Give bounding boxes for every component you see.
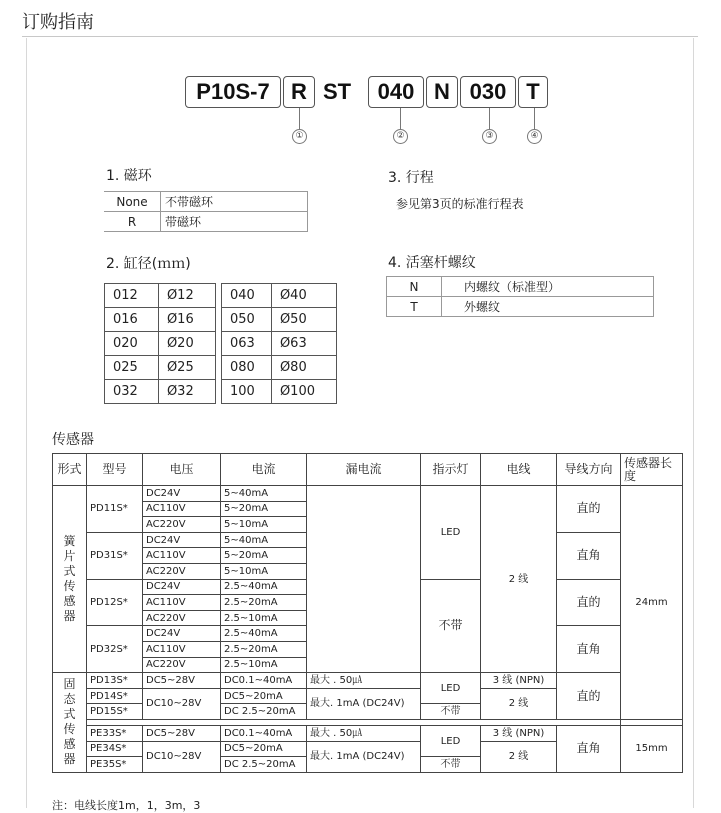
wire-3: 3 线 (NPN) [481,673,557,689]
leader-line-4 [534,108,535,129]
length-24: 24mm [621,486,683,720]
table-row [104,212,308,232]
magnet-code: R [104,212,161,232]
leakage-cell: 最大. 1mA (DC24V) [307,688,421,719]
model-cell: PE33S* [87,725,143,741]
model-cell: PD14S* [87,688,143,704]
current-cell: 2.5~20mA [221,641,307,657]
table-row [105,356,216,380]
voltage-cell: DC5~28V [143,673,221,689]
voltage-cell: DC24V [143,626,221,642]
table-row [387,277,654,297]
table-row [222,380,337,404]
header-leakage: 漏电流 [307,454,421,486]
voltage-cell: DC10~28V [143,741,221,772]
code-st-text: ST [323,79,352,104]
table-row [105,284,216,308]
current-cell: 2.5~10mA [221,657,307,673]
direction-angle: 直角 [557,626,621,673]
solid-type-label: 固态式传感器 [53,673,87,773]
current-cell: 2.5~40mA [221,626,307,642]
code-magnet-box: R [283,76,315,108]
voltage-cell: AC110V [143,548,221,564]
current-cell: 2.5~20mA [221,595,307,611]
table-row [53,725,683,741]
stroke-text: 参见第3页的标准行程表 [396,197,524,211]
header-current: 电流 [221,454,307,486]
table-row [222,308,337,332]
leakage-empty [307,486,421,673]
header-direction: 导线方向 [557,454,621,486]
indicator-led: LED [421,486,481,580]
voltage-cell: DC10~28V [143,688,221,719]
current-cell: DC5~20mA [221,741,307,757]
direction-angle: 直角 [557,725,621,772]
leakage-cell: 最大. 1mA (DC24V) [307,741,421,772]
current-cell: 5~40mA [221,486,307,502]
thread-desc: 外螺纹 [442,297,654,317]
bore-code: 050 [222,308,272,332]
direction-angle: 直角 [557,532,621,579]
magnet-desc: 不带磁环 [161,192,308,212]
bore-code: 020 [105,332,159,356]
current-cell: DC 2.5~20mA [221,757,307,773]
code-stroke-box: 030 [460,76,516,108]
model-cell: PD31S* [87,532,143,579]
model-cell: PD11S* [87,486,143,533]
bore-code: 032 [105,380,159,404]
footnote: 注：电线长度1m，1，3m，3 [52,799,201,812]
leader-line-1 [299,108,300,129]
header-length: 传感器长度 [621,454,683,486]
bore-heading: 2. 缸径(ｍｍ) [106,256,191,272]
table-row [105,332,216,356]
thread-code: N [387,277,442,297]
leader-line-3 [489,108,490,129]
bore-value: Ø20 [158,332,215,356]
indicator-led: LED [421,725,481,756]
table-row [53,486,683,502]
table-row [104,192,308,212]
header-form: 形式 [53,454,87,486]
thread-heading: 4. 活塞杆螺纹 [388,255,476,271]
bore-code: 016 [105,308,159,332]
current-cell: 2.5~10mA [221,610,307,626]
bore-value: Ø12 [158,284,215,308]
thread-code: T [387,297,442,317]
current-cell: DC0.1~40mA [221,725,307,741]
header-voltage: 电压 [143,454,221,486]
bore-code: 080 [222,356,272,380]
wire-3: 3 线 (NPN) [481,725,557,741]
reed-type-label: 簧片式传感器 [53,486,87,673]
table-row [222,356,337,380]
table-row [53,673,683,689]
page-title: 订购指南 [22,12,94,33]
current-cell: DC0.1~40mA [221,673,307,689]
indicator-led: LED [421,673,481,704]
sensor-table [52,453,683,773]
current-cell: 2.5~40mA [221,579,307,595]
code-thread-box: N [426,76,458,108]
voltage-cell: DC5~28V [143,725,221,741]
voltage-cell: AC220V [143,517,221,533]
length-15: 15mm [621,725,683,772]
voltage-cell: AC220V [143,563,221,579]
leakage-cell: 最大 . 50㎂ [307,725,421,741]
leader-line-2 [400,108,401,129]
current-cell: 5~20mA [221,501,307,517]
current-cell: DC 2.5~20mA [221,704,307,720]
bore-value: Ø25 [158,356,215,380]
table-row [387,297,654,317]
direction-straight: 直的 [557,673,621,720]
stroke-heading: 3. 行程 [388,170,434,186]
table-row [105,308,216,332]
voltage-cell: DC24V [143,579,221,595]
sensor-heading: 传感器 [52,432,94,448]
leakage-cell: 最大 . 50㎂ [307,673,421,689]
wire-2: 2 线 [481,741,557,772]
current-cell: 5~10mA [221,517,307,533]
magnet-heading: 1. 磁环 [106,168,152,184]
header-model: 型号 [87,454,143,486]
table-row [222,332,337,356]
indicator-none: 不带 [421,579,481,673]
code-sensor-box: T [518,76,548,108]
indicator-none: 不带 [421,704,481,720]
bore-code: 040 [222,284,272,308]
header-wire: 电线 [481,454,557,486]
bore-value: Ø80 [271,356,336,380]
table-row [222,284,337,308]
current-cell: 5~40mA [221,532,307,548]
direction-straight: 直的 [557,579,621,626]
thread-table [386,276,654,317]
model-cell: PE35S* [87,757,143,773]
magnet-desc: 带磁环 [161,212,308,232]
voltage-cell: DC24V [143,532,221,548]
bore-code: 100 [222,380,272,404]
indicator-none: 不带 [421,757,481,773]
current-cell: 5~20mA [221,548,307,564]
magnet-table [104,191,308,232]
marker-3: ③ [482,129,497,144]
code-model-box: P10S-7 [185,76,281,108]
wire-2: 2 线 [481,688,557,719]
bore-code: 012 [105,284,159,308]
voltage-cell: AC110V [143,501,221,517]
voltage-cell: AC110V [143,595,221,611]
thread-desc: 内螺纹（标准型） [442,277,654,297]
voltage-cell: DC24V [143,486,221,502]
model-cell: PD13S* [87,673,143,689]
model-cell: PD32S* [87,626,143,673]
bore-value: Ø100 [271,380,336,404]
bore-table-left [104,283,216,404]
bore-value: Ø16 [158,308,215,332]
marker-2: ② [393,129,408,144]
wire-2: 2 线 [481,486,557,673]
voltage-cell: AC220V [143,657,221,673]
bore-value: Ø63 [271,332,336,356]
bore-value: Ø50 [271,308,336,332]
model-cell: PD15S* [87,704,143,720]
marker-4: ④ [527,129,542,144]
marker-1: ① [292,129,307,144]
model-cell: PD12S* [87,579,143,626]
code-bore-box: 040 [368,76,424,108]
current-cell: 5~10mA [221,563,307,579]
model-cell: PE34S* [87,741,143,757]
bore-code: 025 [105,356,159,380]
title-divider [22,36,698,37]
bore-value: Ø32 [158,380,215,404]
voltage-cell: AC110V [143,641,221,657]
voltage-cell: AC220V [143,610,221,626]
bore-table-right [221,283,337,404]
current-cell: DC5~20mA [221,688,307,704]
table-header-row [53,454,683,486]
bore-code: 063 [222,332,272,356]
direction-straight: 直的 [557,486,621,533]
magnet-code: None [104,192,161,212]
table-row [105,380,216,404]
bore-value: Ø40 [271,284,336,308]
header-indicator: 指示灯 [421,454,481,486]
